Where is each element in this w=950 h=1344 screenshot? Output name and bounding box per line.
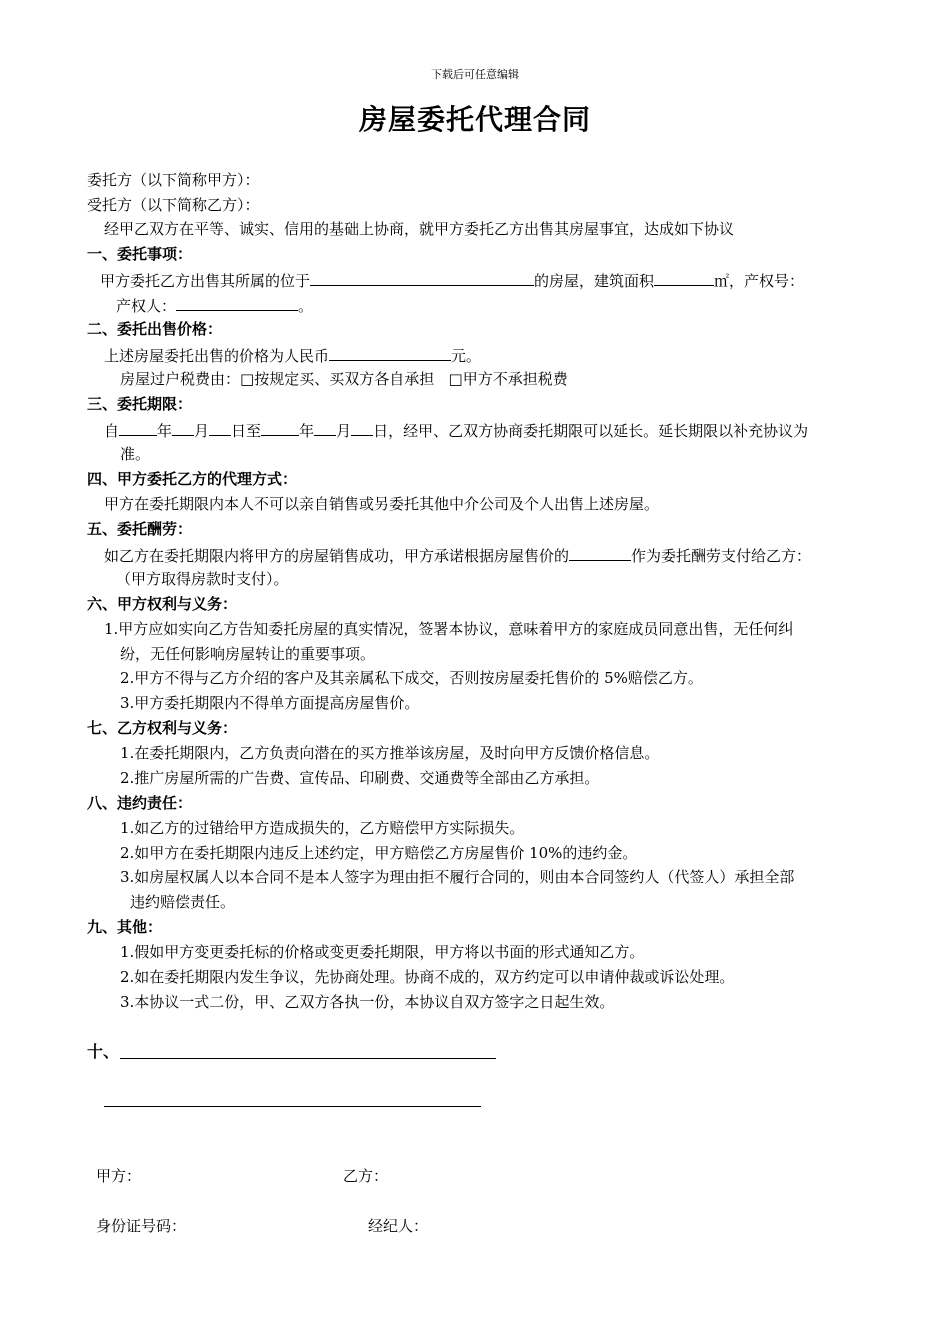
s3-zi: 自 bbox=[104, 422, 120, 440]
preamble: 经甲乙双方在平等、诚实、信用的基础上协商，就甲方委托乙方出售其房屋事宜，达成如下协议 bbox=[104, 220, 735, 238]
section-1-line-2 bbox=[116, 294, 313, 316]
section-8-item-3-cont: 违约赔偿责任。 bbox=[130, 893, 236, 911]
section-6-item-1-cont: 纷，无任何影响房屋转让的重要事项。 bbox=[120, 645, 376, 663]
fee-option-1-checkbox[interactable]: □按规定买、买双方各自承担 bbox=[240, 370, 435, 388]
section-5-heading: 五、委托酬劳： bbox=[87, 520, 193, 538]
fee-label: 房屋过户税费由： bbox=[120, 370, 241, 388]
end-month-blank[interactable] bbox=[314, 419, 336, 436]
header-note: 下载后可任意编辑 bbox=[431, 68, 519, 81]
fee-option-2-checkbox[interactable]: □甲方不承担税费 bbox=[448, 370, 568, 388]
section-1-line-1 bbox=[100, 269, 804, 291]
section-10-heading: 十、 bbox=[87, 1042, 120, 1061]
section-9-item-2: 2.如在委托期限内发生争议，先协商处理。协商不成的，双方约定可以申请仲裁或诉讼处理。 bbox=[120, 968, 735, 986]
document-title: 房屋委托代理合同 bbox=[358, 103, 591, 136]
section-7-item-1: 1.在委托期限内，乙方负责向潜在的买方推举该房屋，及时向甲方反馈价格信息。 bbox=[120, 744, 660, 762]
price-blank[interactable] bbox=[329, 344, 451, 361]
s3-yue-1: 月 bbox=[194, 422, 210, 440]
section-5-line-1 bbox=[104, 544, 811, 566]
start-day-blank[interactable] bbox=[209, 419, 231, 436]
end-year-blank[interactable] bbox=[261, 419, 299, 436]
party-a-signature-label: 甲方： bbox=[96, 1167, 142, 1185]
section-6-item-1: 1.甲方应如实向乙方告知委托房屋的真实情况，签署本协议，意味着甲方的家庭成员同意出售，无任何纠 bbox=[104, 620, 794, 638]
section-10-blank-line-2[interactable] bbox=[104, 1106, 481, 1107]
section-7-heading: 七、乙方权利与义务： bbox=[87, 719, 238, 737]
agent-line: 受托方（以下简称乙方）： bbox=[87, 196, 260, 214]
area-blank[interactable] bbox=[654, 269, 714, 286]
section-3-heading: 三、委托期限： bbox=[87, 395, 193, 413]
location-blank[interactable] bbox=[310, 269, 534, 286]
section-6-item-2: 2.甲方不得与乙方介绍的客户及其亲属私下成交，否则按房屋委托售价的 5%赔偿乙方。 bbox=[120, 669, 703, 687]
principal-line: 委托方（以下简称甲方）： bbox=[87, 171, 260, 189]
section-9-item-1: 1.假如甲方变更委托标的价格或变更委托期限，甲方将以书面的形式通知乙方。 bbox=[120, 943, 645, 961]
broker-label: 经纪人： bbox=[368, 1217, 429, 1235]
section-8-item-3: 3.如房屋权属人以本合同不是本人签字为理由拒不履行合同的，则由本合同签约人（代签人）承担全部 bbox=[120, 868, 795, 886]
section-2-line-1 bbox=[104, 344, 481, 366]
s5-text-1: 如乙方在委托期限内将甲方的房屋销售成功，甲方承诺根据房屋售价的 bbox=[104, 547, 570, 565]
s5-text-2: 作为委托酬劳支付给乙方： bbox=[631, 547, 812, 565]
s1-text-1: 甲方委托乙方出售其所属的位于 bbox=[100, 272, 311, 290]
s3-yue-2: 月 bbox=[336, 422, 352, 440]
commission-blank[interactable] bbox=[569, 544, 631, 561]
section-2-line-2 bbox=[120, 369, 568, 389]
section-9-item-3: 3.本协议一式二份，甲、乙双方各执一份，本协议自双方签字之日起生效。 bbox=[120, 993, 615, 1011]
section-10-blank-line-1[interactable] bbox=[120, 1058, 496, 1059]
start-month-blank[interactable] bbox=[172, 419, 194, 436]
section-1-heading: 一、委托事项： bbox=[87, 245, 193, 263]
end-day-blank[interactable] bbox=[351, 419, 373, 436]
party-b-signature-label: 乙方： bbox=[343, 1167, 389, 1185]
section-8-heading: 八、违约责任： bbox=[87, 794, 193, 812]
section-5-line-2: （甲方取得房款时支付）。 bbox=[116, 570, 289, 588]
section-8-item-2: 2.如甲方在委托期限内违反上述约定，甲方赔偿乙方房屋售价 10%的违约金。 bbox=[120, 844, 638, 862]
s3-ri-text: 日，经甲、乙双方协商委托期限可以延长。延长期限以补充协议为 bbox=[373, 422, 809, 440]
section-2-heading: 二、委托出售价格： bbox=[87, 320, 223, 338]
s1-text-2: 的房屋，建筑面积 bbox=[534, 272, 655, 290]
id-number-label: 身份证号码： bbox=[96, 1217, 187, 1235]
s2-text-1: 上述房屋委托出售的价格为人民币 bbox=[104, 347, 330, 365]
s1-text-3: ㎡，产权号： bbox=[714, 272, 805, 290]
owner-blank[interactable] bbox=[176, 294, 298, 311]
s2-text-2: 元。 bbox=[451, 347, 482, 365]
section-3-line-1 bbox=[104, 419, 808, 441]
s3-nian-1: 年 bbox=[157, 422, 173, 440]
start-year-blank[interactable] bbox=[119, 419, 157, 436]
s3-nian-2: 年 bbox=[299, 422, 315, 440]
section-4-text: 甲方在委托期限内本人不可以亲自销售或另委托其他中介公司及个人出售上述房屋。 bbox=[104, 495, 660, 513]
section-6-heading: 六、甲方权利与义务： bbox=[87, 595, 238, 613]
section-9-heading: 九、其他： bbox=[87, 918, 163, 936]
s1-text-5: 。 bbox=[298, 297, 314, 315]
s1-text-4: 产权人： bbox=[116, 297, 177, 315]
section-8-item-1: 1.如乙方的过错给甲方造成损失的，乙方赔偿甲方实际损失。 bbox=[120, 819, 525, 837]
section-6-item-3: 3.甲方委托期限内不得单方面提高房屋售价。 bbox=[120, 694, 420, 712]
section-3-line-2: 准。 bbox=[120, 445, 151, 463]
section-7-item-2: 2.推广房屋所需的广告费、宣传品、印刷费、交通费等全部由乙方承担。 bbox=[120, 769, 600, 787]
section-4-heading: 四、甲方委托乙方的代理方式： bbox=[87, 470, 298, 488]
s3-rizhi: 日至 bbox=[231, 422, 262, 440]
